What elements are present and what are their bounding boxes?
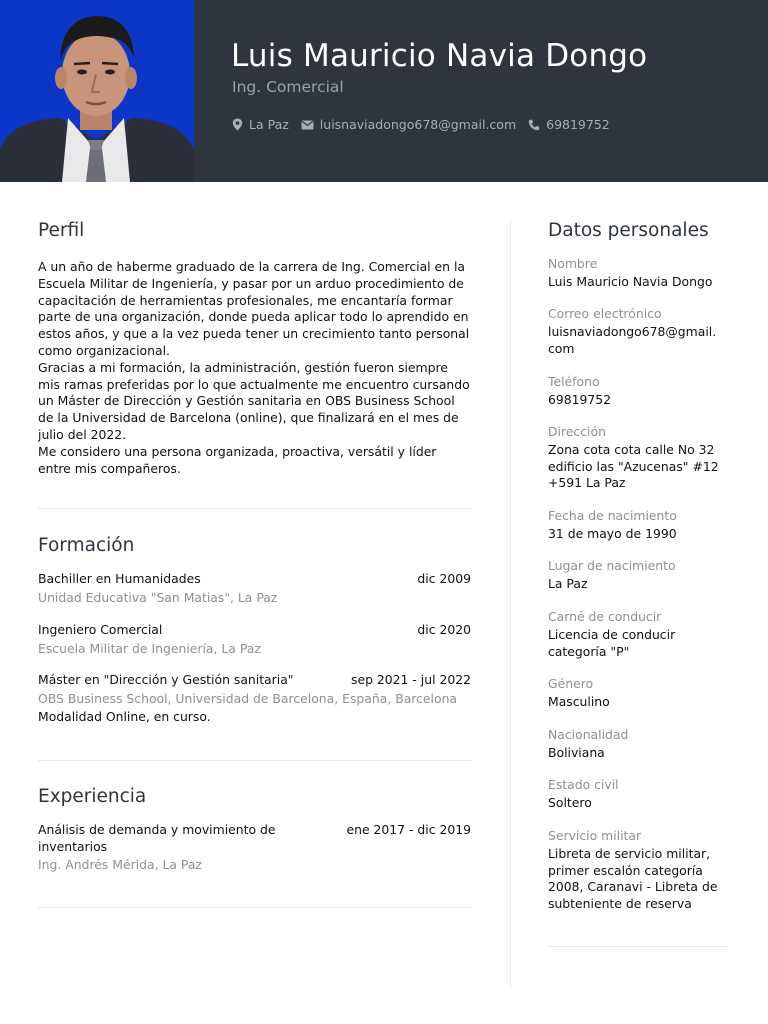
experience-entry: [38, 822, 471, 874]
profile-photo: [0, 0, 194, 182]
personal-field: [548, 256, 730, 291]
education-heading: Formación: [38, 535, 135, 556]
contact-email[interactable]: [301, 117, 516, 132]
header-banner: [0, 0, 768, 182]
experience-date: ene 2017 - dic 2019: [346, 822, 471, 837]
education-institution: Escuela Militar de Ingeniería, La Paz: [38, 640, 261, 656]
field-label: Lugar de nacimiento: [548, 558, 676, 573]
personal-field: [548, 374, 730, 409]
field-label: Carné de conducir: [548, 609, 662, 624]
contact-location: [232, 117, 289, 132]
education-date: sep 2021 - jul 2022: [351, 672, 471, 687]
personal-field: [548, 424, 730, 492]
field-value: Masculino: [548, 694, 610, 709]
field-label: Género: [548, 676, 594, 691]
field-value: 69819752: [548, 392, 612, 407]
education-institution: OBS Business School, Universidad de Barcelona, España, Barcelona: [38, 690, 458, 706]
phone-icon: [528, 119, 540, 131]
education-entry: [38, 622, 471, 657]
education-date: dic 2020: [417, 622, 471, 637]
location-pin-icon: [232, 118, 243, 131]
education-entry: [38, 571, 471, 606]
personal-field: [548, 508, 730, 543]
envelope-icon: [301, 120, 314, 130]
personal-field: [548, 306, 730, 357]
experience-heading: Experiencia: [38, 786, 147, 807]
field-value: Libreta de servicio militar, primer escalón categoría 2008, Caranavi - Libreta de subteniente de reserva: [548, 846, 718, 911]
portrait-image: [0, 0, 194, 182]
section-divider: [38, 760, 471, 761]
profile-summary: A un año de haberme graduado de la carrera de Ing. Comercial en la Escuela Militar de Ingeniería, y pasar por un arduo procedimiento de capacitación de herramientas profesionales, me encantaría formar parte de una organización, donde pueda aplicar todo lo aprendido en estos años, y que a la vez pueda tener un crecimiento tanto personal como organizacional. Gracias a mi formación, la administración, gestión fueron siempre mis ramas preferidas por lo que actualmente me encuentro cursando un Máster de Dirección y Gestión sanitaria en OBS Business School de la Universidad de Barcelona (online), que finalizará en el mes de julio del 2022. Me considero una persona organizada, proactiva, versátil y líder entre mis compañeros.: [38, 259, 470, 476]
field-value: 31 de mayo de 1990: [548, 526, 677, 541]
education-title: Máster en "Dirección y Gestión sanitaria": [38, 672, 294, 687]
personal-field: [548, 676, 730, 711]
field-value: La Paz: [548, 576, 588, 591]
education-title: Bachiller en Humanidades: [38, 571, 201, 586]
field-label: Correo electrónico: [548, 306, 662, 321]
column-separator: [510, 220, 511, 988]
field-label: Nacionalidad: [548, 727, 629, 742]
education-entry: [38, 672, 471, 726]
section-divider: [38, 508, 471, 509]
location-text: La Paz: [249, 117, 289, 132]
experience-employer: Ing. Andrés Mérida, La Paz: [38, 857, 202, 873]
section-divider: [38, 907, 471, 908]
contact-bar: [232, 117, 622, 132]
field-label: Nombre: [548, 256, 598, 271]
phone-text[interactable]: 69819752: [546, 117, 610, 132]
field-value: Licencia de conducir categoría "P": [548, 627, 676, 659]
education-date: dic 2009: [417, 571, 471, 586]
field-value: Boliviana: [548, 745, 605, 760]
experience-title: Análisis de demanda y movimiento de inventarios: [38, 822, 276, 854]
field-value[interactable]: luisnaviadongo678@gmail. com: [548, 324, 717, 356]
field-label: Teléfono: [548, 374, 600, 389]
education-note: Modalidad Online, en curso.: [38, 709, 211, 725]
personal-data-heading: Datos personales: [548, 220, 709, 241]
field-label: Dirección: [548, 424, 606, 439]
education-institution: Unidad Educativa "San Matias", La Paz: [38, 589, 278, 605]
section-divider: [548, 946, 728, 947]
field-value: Zona cota cota calle No 32 edificio las "Azucenas" #12 +591 La Paz: [548, 442, 719, 491]
profile-heading: Perfil: [38, 220, 85, 241]
education-title: Ingeniero Comercial: [38, 622, 163, 637]
field-value: Luis Mauricio Navia Dongo: [548, 274, 713, 289]
personal-field: [548, 609, 730, 660]
field-label: Estado civil: [548, 777, 619, 792]
personal-field: [548, 558, 730, 593]
personal-field: [548, 727, 730, 762]
field-value: Soltero: [548, 795, 592, 810]
candidate-name: Luis Mauricio Navia Dongo: [231, 38, 648, 74]
field-label: Fecha de nacimiento: [548, 508, 677, 523]
contact-phone[interactable]: [528, 117, 610, 132]
candidate-title: Ing. Comercial: [232, 78, 344, 96]
personal-field: [548, 828, 730, 912]
email-text[interactable]: luisnaviadongo678@gmail.com: [319, 117, 517, 132]
field-label: Servicio militar: [548, 828, 642, 843]
personal-field: [548, 777, 730, 812]
